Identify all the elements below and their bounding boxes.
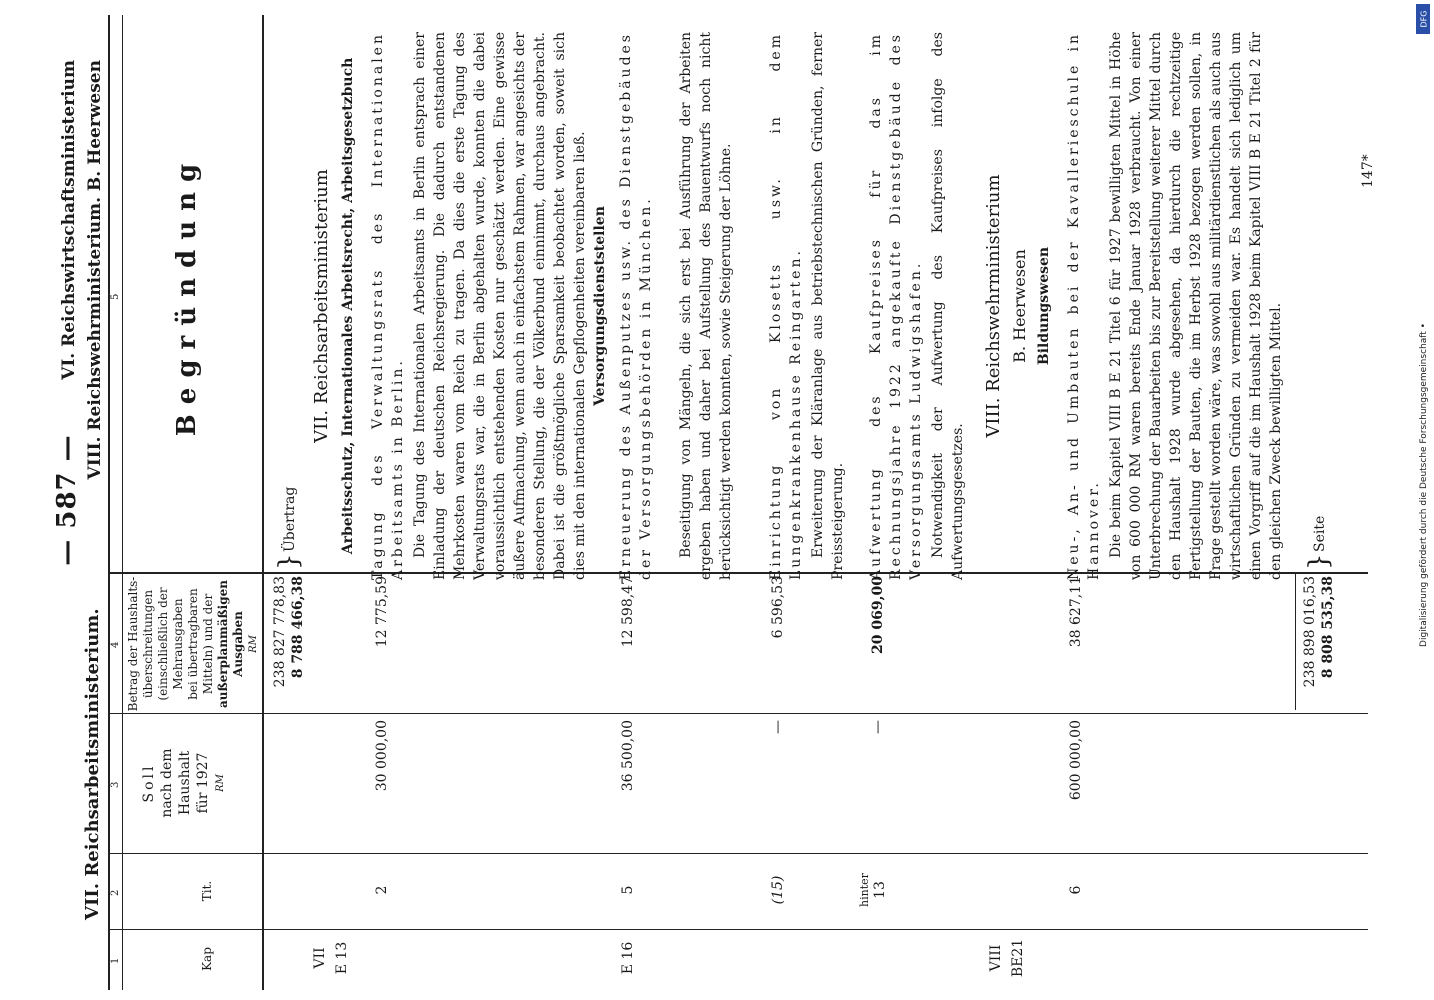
col-number-5: 5	[110, 293, 121, 300]
row2-tit: 5	[620, 885, 636, 895]
header-right-title: VI. Reichswirtschaftsministerium VIII. Reichswehrministerium. B. Heerwesen	[59, 60, 105, 480]
row1-ausgaben: 12 775,59	[374, 576, 390, 648]
col-number-4: 4	[110, 641, 121, 648]
row4-title: Aufwertung des Kaufpreises für das im Rechnungsjahre 1922 angekaufte Dienstgebäude des Versorgungsamts Ludwigshafen.	[868, 32, 924, 580]
dfg-stamp: DFG	[1416, 4, 1430, 34]
row1-soll: 30 000,00	[374, 720, 390, 792]
row1-text: Die Tagung des Internationalen Arbeitsamts in Berlin entsprach einer Einladung der deutschen Reichsregierung. Die dadurch entstandenen Mehrkosten waren vom Reich zu tragen. Da dies die erste Tagung des Verwaltungsrats war, die in Berlin abgehalten wurde, konnten die dabei voraussichtlich entstehenden Kosten nur geschätzt werden. Eine gewisse äußere Aufmachung, wenn auch in einfachstem Rahmen, war angesichts der besonderen Stellung, die der Völkerbund einnimmt, durchaus angebracht. Dabei ist die größtmögliche Sparsamkeit beobachtet worden, soweit sich dies mit den internationalen Gepflogenheiten vereinbaren ließ.	[412, 32, 588, 580]
carry-amount-2: 8 788 466,38	[290, 576, 306, 679]
row5-tit: 6	[1068, 885, 1084, 895]
row1-kap-a: VII	[312, 947, 328, 969]
header-left-title: VII. Reichsarbeitsministerium.	[82, 608, 103, 920]
header-soll: Soll nach dem Haushalt für 1927 RM	[141, 748, 226, 818]
row3-ausgaben: 6 596,53	[770, 576, 786, 639]
total-amount-1: 238 898 016,53	[1302, 576, 1318, 688]
row2-ausgaben: 12 598,47	[620, 576, 636, 648]
row2-soll: 36 500,00	[620, 720, 636, 792]
header-ausgaben: Betrag der Haushalts- überschreitungen (einschließlich der Mehrausgaben bei übertragbaren Mitteln) und der außerplanmäßigen Ausgaben RM	[126, 576, 259, 712]
row3-tit: (15)	[770, 875, 786, 905]
row3-soll: —	[770, 720, 786, 734]
subsection-heading-heerwesen: B. Heerwesen	[1010, 249, 1029, 363]
row1-tit: 2	[374, 885, 390, 895]
row2-kap: E 16	[620, 941, 636, 975]
carry-label: Übertrag	[282, 486, 298, 552]
subsection-heading-bildung: Bildungswesen	[1036, 246, 1052, 366]
row5-kap-a: VIII	[988, 944, 1004, 972]
total-brace: }	[1304, 553, 1334, 570]
row4-tit: 13	[872, 881, 888, 899]
subsection-heading-versorgung: Versorgungsdienststellen	[592, 206, 608, 406]
col-number-3: 3	[110, 781, 121, 788]
row5-soll: 600 000,00	[1068, 720, 1084, 801]
row5-kap-b: BE21	[1010, 938, 1026, 978]
signature-mark: 147*	[1360, 154, 1376, 188]
section-heading-arbeit: VII. Reichsarbeitsministerium	[311, 169, 332, 443]
row1-kap-b: E 13	[334, 941, 350, 975]
carry-amount-1: 238 827 778,83	[272, 576, 288, 688]
side-note: Digitalisierung gefördert durch die Deutsche Forschungsgemeinschaft •	[1419, 323, 1429, 647]
total-amount-2: 8 808 535,38	[1320, 576, 1336, 679]
row4-ausgaben: 20 069,00	[870, 576, 886, 654]
row3-title: Einrichtung von Klosetts usw. in dem Lungenkrankenhause Reingarten.	[768, 32, 804, 580]
row4-tit-prefix: hinter	[858, 873, 871, 907]
header-tit: Tit.	[200, 880, 214, 902]
side-note-strip	[1414, 0, 1434, 1000]
total-label: Seite	[1312, 515, 1328, 552]
row5-text: Die beim Kapitel VIII B E 21 Titel 6 für 1927 bewilligten Mittel in Höhe von 600 000 RM waren bereits Ende Januar 1928 verbraucht. Von einer Unterbrechung der Bauarbeiten bis zur Bereitstellung weiterer Mittel durch den Haushalt 1928 wurde abgesehen, da hierdurch die rechtzeitige Fertigstellung der Bauten, die im Herbst 1928 bezogen werden sollen, in Frage gestellt worden wäre, was sowohl aus militärdienstlichen als auch aus wirtschaftlichen Gründen zu vermeiden war. Es handelt sich lediglich um einen Vorgriff auf die im Haushalt 1928 beim Kapitel VIII B E 21 Titel 2 für den gleichen Zweck bewilligten Mittel.	[1108, 32, 1284, 580]
row5-ausgaben: 38 627,11	[1068, 576, 1084, 648]
page-number: — 587 —	[52, 434, 82, 566]
header-begruendung: Begründung	[172, 153, 202, 437]
header-kap: Kap	[200, 947, 214, 971]
row2-title: Erneuerung des Außenputzes usw. des Dienstgebäudes der Versorgungsbehörden in München.	[618, 32, 654, 580]
col-number-2: 2	[110, 889, 121, 896]
row3-text: Erweiterung der Kläranlage aus betriebstechnischen Gründen, ferner Preissteigerung.	[810, 32, 846, 580]
carry-brace: }	[274, 553, 304, 570]
col-number-1: 1	[110, 957, 121, 964]
row4-soll: —	[870, 720, 886, 734]
row4-text: Notwendigkeit der Aufwertung des Kaufpreises infolge des Aufwertungsgesetzes.	[930, 32, 966, 580]
subsection-heading-arbeitsschutz: Arbeitsschutz, Internationales Arbeitsrecht, Arbeitsgesetzbuch	[340, 57, 356, 555]
section-heading-wehr: VIII. Reichswehrministerium	[983, 174, 1004, 438]
row1-title: Tagung des Verwaltungsrats des Internationalen Arbeitsamts in Berlin.	[370, 32, 406, 580]
row2-text: Beseitigung von Mängeln, die sich erst bei Ausführung der Arbeiten ergeben haben und daher bei Aufstellung des Bauentwurfs noch nicht berücksichtigt werden konnten, sowie Steigerung der Löhne.	[678, 32, 734, 580]
row5-title: Neu-, An- und Umbauten bei der Kavallerieschule in Hannover.	[1066, 32, 1102, 580]
